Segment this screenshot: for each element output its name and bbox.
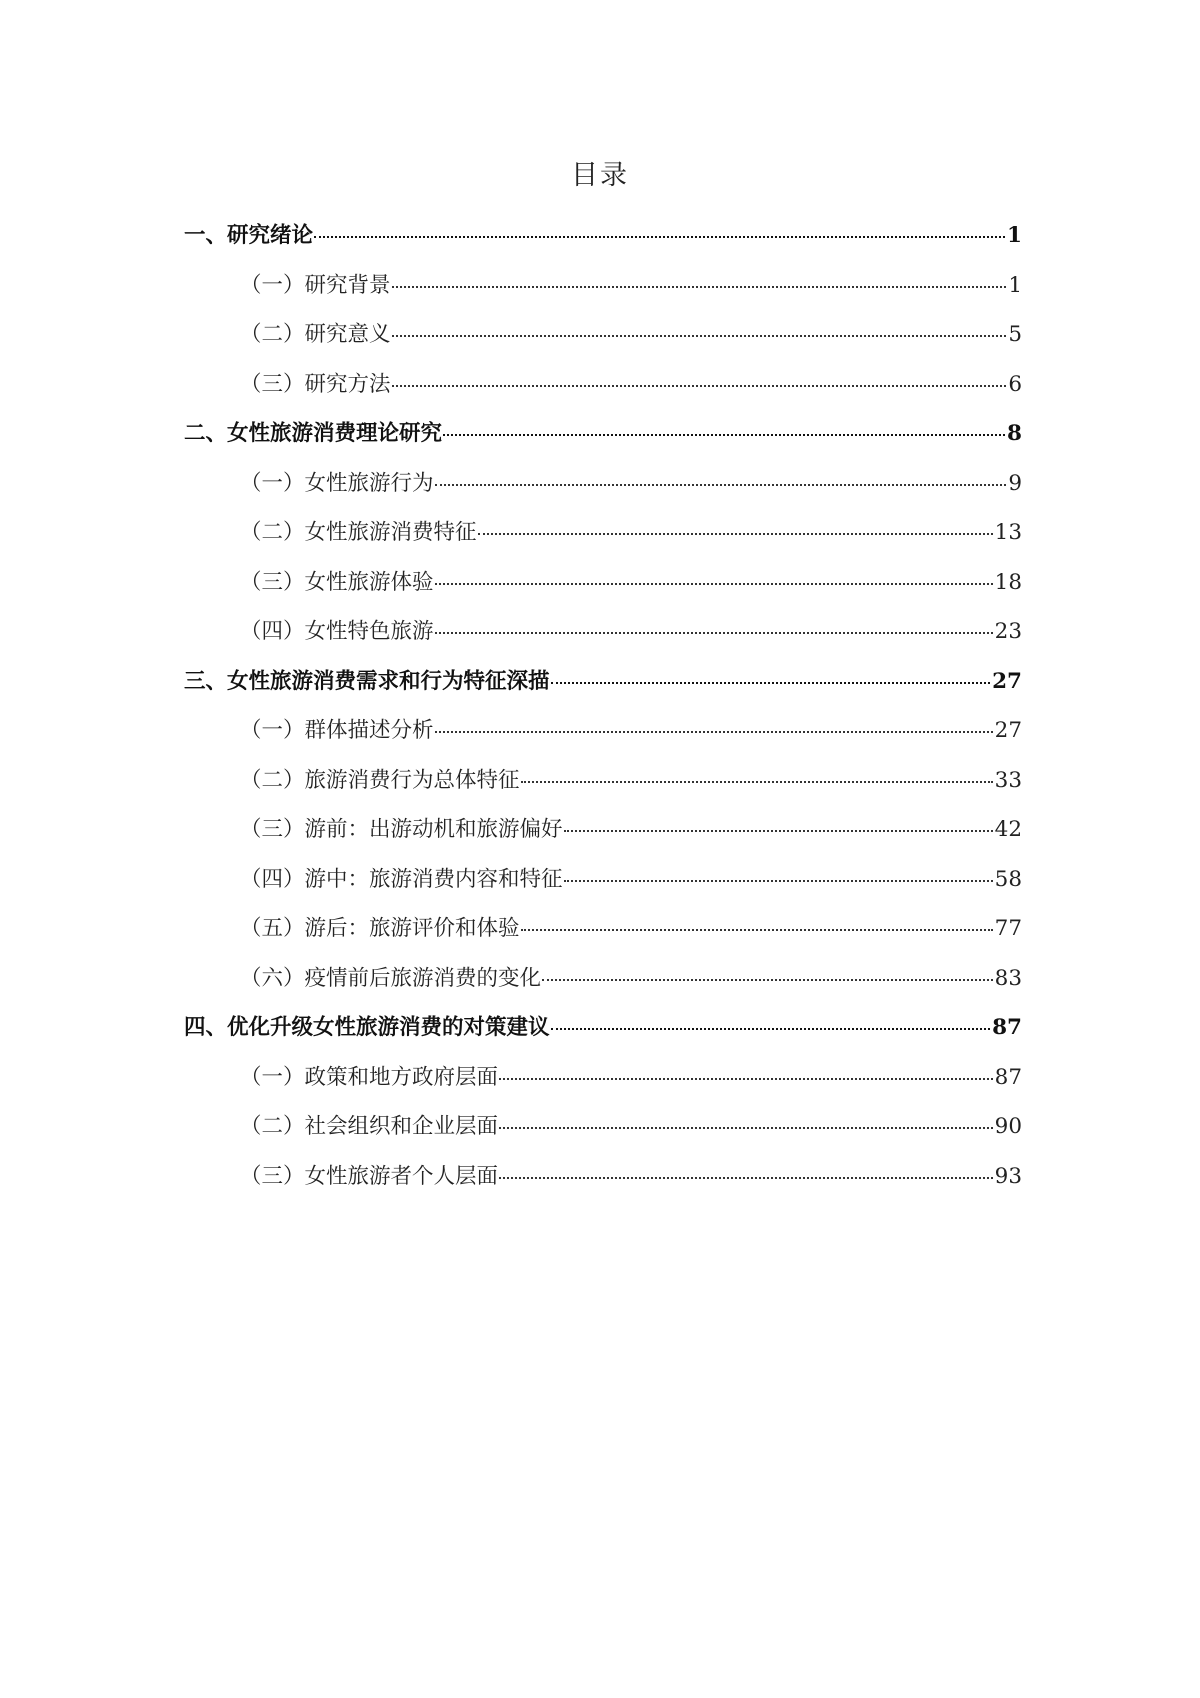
toc-entry[interactable]: [184, 563, 1022, 613]
toc-page-number: 87: [992, 1015, 1022, 1040]
toc-entry-label: （四）游中：旅游消费内容和特征: [240, 866, 563, 892]
toc-entry-label: （五）游后：旅游评价和体验: [240, 916, 520, 941]
toc-page-number: 87: [994, 1064, 1022, 1090]
toc-page-number: 27: [994, 718, 1022, 743]
toc-page-number: 58: [994, 866, 1022, 892]
dot-leader: [435, 583, 993, 585]
dot-leader: [551, 1028, 991, 1030]
toc-entry-label: （二）研究意义: [240, 322, 391, 347]
toc-page-number: 93: [994, 1163, 1022, 1189]
toc-entry[interactable]: [184, 266, 1022, 316]
toc-entry-label: （三）女性旅游体验: [240, 569, 434, 595]
toc-page-number: 42: [994, 817, 1022, 842]
toc-page-number: 18: [994, 569, 1022, 595]
toc-entry[interactable]: [184, 959, 1022, 1009]
toc-entry-label: 一、研究绪论: [184, 223, 314, 248]
dot-leader: [478, 533, 993, 535]
toc-entry[interactable]: [184, 464, 1022, 514]
toc-entry-label: （四）女性特色旅游: [240, 619, 434, 644]
toc-entry[interactable]: [184, 365, 1022, 415]
dot-leader: [392, 286, 1007, 288]
toc-page-number: 90: [994, 1114, 1022, 1139]
toc-entry[interactable]: [184, 414, 1022, 464]
toc-entry[interactable]: [184, 216, 1022, 266]
toc-entry-label: （三）研究方法: [240, 371, 391, 397]
toc-page-number: 33: [994, 767, 1022, 793]
toc-entry[interactable]: [184, 810, 1022, 860]
dot-leader: [314, 236, 1005, 238]
toc-entry[interactable]: [184, 513, 1022, 563]
dot-leader: [443, 434, 1005, 436]
dot-leader: [564, 830, 993, 832]
toc-entry-label: 三、女性旅游消费需求和行为特征深描: [184, 668, 550, 694]
dot-leader: [521, 781, 993, 783]
toc-entry[interactable]: [184, 315, 1022, 365]
toc-page-number: 1: [1008, 272, 1022, 298]
toc-entry-label: （六）疫情前后旅游消费的变化: [240, 965, 542, 991]
toc-entry[interactable]: [184, 1157, 1022, 1207]
toc-page-number: 23: [994, 619, 1022, 644]
toc-entry-label: （三）游前：出游动机和旅游偏好: [240, 817, 563, 842]
toc-page-number: 8: [1007, 421, 1022, 446]
toc-page-number: 77: [994, 916, 1022, 941]
dot-leader: [435, 484, 1007, 486]
toc-entry[interactable]: [184, 761, 1022, 811]
dot-leader: [551, 682, 991, 684]
toc-entry[interactable]: [184, 612, 1022, 662]
toc-entry-label: （二）女性旅游消费特征: [240, 520, 477, 545]
toc-page-number: 1: [1007, 223, 1022, 248]
toc-entry-label: 二、女性旅游消费理论研究: [184, 421, 443, 446]
dot-leader: [521, 929, 993, 931]
toc-entry[interactable]: [184, 909, 1022, 959]
toc-page-number: 9: [1008, 470, 1022, 496]
toc-entry[interactable]: [184, 711, 1022, 761]
dot-leader: [392, 335, 1007, 337]
toc-entry-label: （二）旅游消费行为总体特征: [240, 767, 520, 793]
toc-page-number: 13: [994, 520, 1022, 545]
table-of-contents: [184, 216, 1022, 1206]
toc-title: 目录: [571, 160, 629, 191]
toc-entry-label: 四、优化升级女性旅游消费的对策建议: [184, 1015, 550, 1040]
toc-entry-label: （二）社会组织和企业层面: [240, 1114, 499, 1139]
toc-page-number: 27: [992, 668, 1022, 694]
toc-entry[interactable]: [184, 662, 1022, 712]
dot-leader: [435, 632, 993, 634]
dot-leader: [435, 731, 993, 733]
toc-entry[interactable]: [184, 860, 1022, 910]
toc-page-number: 83: [994, 965, 1022, 991]
dot-leader: [499, 1127, 993, 1129]
toc-entry-label: （一）女性旅游行为: [240, 470, 434, 496]
toc-entry[interactable]: [184, 1058, 1022, 1108]
toc-entry-label: （一）研究背景: [240, 272, 391, 298]
toc-entry[interactable]: [184, 1008, 1022, 1058]
toc-entry[interactable]: [184, 1107, 1022, 1157]
dot-leader: [499, 1177, 993, 1179]
toc-page-number: 5: [1008, 322, 1022, 347]
dot-leader: [499, 1078, 993, 1080]
toc-page-number: 6: [1008, 371, 1022, 397]
dot-leader: [392, 385, 1007, 387]
toc-entry-label: （一）政策和地方政府层面: [240, 1064, 499, 1090]
toc-entry-label: （一）群体描述分析: [240, 718, 434, 743]
toc-entry-label: （三）女性旅游者个人层面: [240, 1163, 499, 1189]
dot-leader: [542, 979, 993, 981]
dot-leader: [564, 880, 993, 882]
